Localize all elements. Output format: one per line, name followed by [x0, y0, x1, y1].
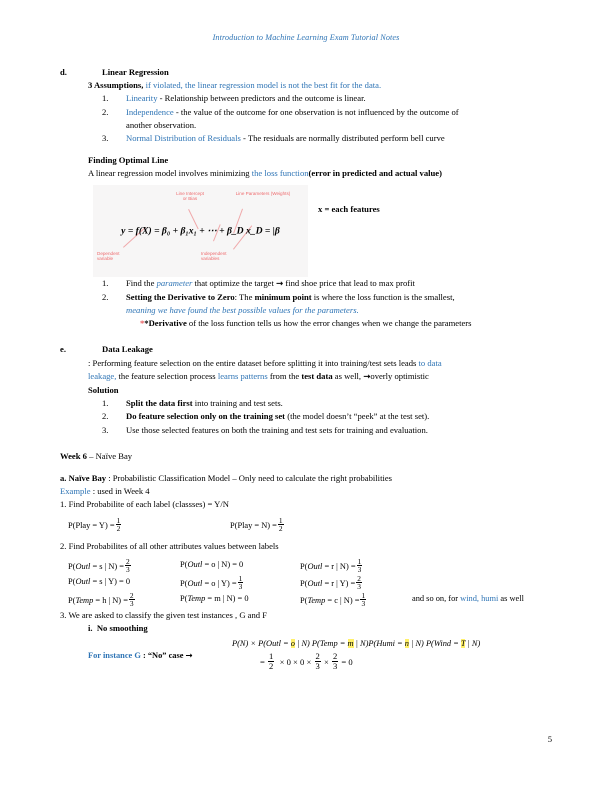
lead-post: (error in predicted and actual value)	[308, 168, 442, 179]
naive-bay-line	[60, 472, 552, 485]
item-term: Independence	[126, 106, 174, 117]
data-leakage-lead-2	[60, 370, 552, 384]
assumptions-note: if violated, the linear regression model is not the best fit for the data.	[145, 80, 382, 91]
leak-lead-1-blue: to data	[418, 357, 442, 368]
document-body	[60, 66, 552, 677]
right-arrow-icon: →	[363, 371, 371, 382]
item-term: Normal Distribution of Residuals	[126, 133, 241, 144]
highlight-wind: T	[460, 639, 466, 649]
highlight-temp: m	[347, 639, 354, 649]
prob-row	[60, 575, 552, 592]
play-probability-row	[60, 517, 552, 535]
step-italic-note: meaning we have found the best possible values for the parameters.	[126, 305, 359, 316]
prob-cell: P(Temp = m | N) = 0	[180, 593, 249, 603]
item-text: (the model doesn’t “peek” at the test set).	[285, 411, 430, 422]
solution-list	[60, 397, 552, 437]
figure-canvas	[93, 185, 308, 277]
prob-cell: P(Temp = c | N) = $\frac{1}{3}$	[300, 590, 366, 609]
prob-cell: P(Outl = o | N) = 0	[180, 559, 244, 569]
fraction: $\frac{1}{2}$	[269, 651, 274, 672]
fraction: $\frac{2}{3}$	[332, 651, 338, 672]
item-text: into training and test sets.	[192, 398, 283, 409]
week6-title: – Naïve Bay	[86, 450, 133, 461]
figure-equation: y = f(X) = β₀ + β₁x₁ + ⋯ + β_D x_D = |β	[121, 225, 280, 237]
naive-bay-label: a. Naïve Bay	[60, 473, 107, 484]
right-arrow-icon: →	[185, 650, 193, 661]
prob-cell: P(Outl = s | N) = $\frac{2}{3}$	[68, 556, 130, 575]
calc-expression: P(N) × P(Outl = o | N) P(Temp = m | N)P(Humi = n | N) P(Wind = T | N)	[232, 639, 481, 649]
leak-lead-2c: as well,	[332, 370, 364, 381]
calc-result-line: = $\frac{1}{2}$ × 0 × 0 × $\frac{2}{3}$ × $\frac{2}{3}$ = 0	[260, 651, 353, 672]
label-line-intercept: Line Intercept or Bias	[176, 190, 204, 202]
roman-item-i	[60, 622, 552, 635]
calc-lead: For instance G : “No” case →	[88, 650, 193, 661]
prob-cell: P(Outl = o | Y) = $\frac{1}{3}$	[180, 573, 243, 592]
item-number: 1.	[102, 398, 109, 409]
fraction: $\frac{1}{3}$	[361, 590, 366, 609]
step-bold-lead: Setting the Derivative to Zero	[126, 291, 235, 302]
derivative-star: **Derivative	[140, 318, 187, 329]
item-text: Use those selected features on both the training and test sets for training and evaluation.	[126, 424, 428, 435]
fraction: $\frac{2}{3}$	[315, 651, 320, 672]
step-parameter: parameter	[156, 277, 193, 288]
assumptions-list	[60, 92, 552, 145]
leak-test-data: test data	[301, 370, 333, 381]
item-number: 3.	[102, 133, 109, 144]
step-bold-minimum: minimum point	[254, 291, 312, 302]
fraction: $\frac{1}{3}$	[238, 573, 243, 592]
data-leakage-lead	[60, 357, 552, 370]
leak-lead-2d: overly optimistic	[370, 370, 429, 381]
section-e-heading	[60, 343, 552, 356]
item-number: 1.	[102, 277, 109, 288]
step-mid: : The	[234, 291, 255, 302]
lead-pre: A linear regression model involves minimizing	[88, 168, 252, 179]
derivative-note-text: of the loss function tells us how the error changes when we change the parameters	[186, 318, 472, 329]
fraction: $\frac{2}{3}$	[129, 590, 134, 609]
list-item	[102, 106, 552, 132]
example-label: Example	[60, 486, 91, 497]
step-tail: find shoe price that lead to max profit	[283, 277, 415, 288]
label-dependent-variable: Dependent variable	[97, 250, 120, 262]
item-number: 3.	[102, 424, 109, 435]
fraction: $\frac{1}{2}$	[278, 515, 283, 534]
list-item	[102, 92, 552, 105]
fraction: $\frac{2}{3}$	[126, 556, 130, 575]
roman-marker: i.	[88, 623, 93, 634]
item-number: 2.	[102, 291, 109, 302]
lead-loss-function: the loss function	[251, 168, 309, 179]
running-header: Introduction to Machine Learning Exam Tutorial Notes	[212, 33, 400, 42]
step-post: that optimize the target	[192, 277, 276, 288]
prob-row	[60, 592, 552, 609]
list-item	[102, 424, 552, 437]
item-text: - The residuals are normally distributed perform bell curve	[240, 133, 445, 144]
play-prob-yes: P(Play = Y) = $\frac{1}{2}$	[68, 515, 121, 534]
and-so-on-note: and so on, for wind, humi as well	[412, 593, 524, 603]
section-d-heading	[60, 66, 552, 79]
fraction: $\frac{1}{2}$	[116, 515, 121, 534]
right-arrow-icon: →	[275, 278, 284, 289]
step-post: is where the loss function is the smallest,	[311, 291, 455, 302]
item-text: - the value of the outcome for one observation is not influenced by the outcome of	[173, 106, 459, 117]
step-pre: Find the	[126, 277, 157, 288]
wind-humi-terms: wind, humi	[460, 593, 499, 603]
highlight-outl: o	[290, 639, 295, 649]
prob-cell: P(Outl = s | Y) = 0	[68, 576, 131, 586]
item-bold: Do feature selection only on the training set	[126, 411, 286, 422]
list-item	[102, 277, 552, 291]
item-term: Linearity	[126, 93, 158, 104]
week6-heading	[60, 450, 552, 463]
prob-cell: P(Outl = r | Y) = $\frac{2}{3}$	[300, 573, 361, 592]
play-prob-no: P(Play = N) = $\frac{1}{2}$	[230, 515, 283, 534]
prob-cell: P(Outl = r | N) = $\frac{1}{3}$	[300, 556, 362, 575]
regression-formula-figure	[60, 185, 552, 277]
item-number: 2.	[102, 411, 109, 422]
list-item	[102, 410, 552, 423]
prob-row	[60, 558, 552, 575]
week6-step-3: 3. We are asked to classify the given test instances , G and F	[60, 609, 268, 620]
item-number: 2.	[102, 106, 109, 117]
example-text: : used in Week 4	[90, 486, 150, 497]
section-e-marker: e.	[60, 344, 66, 355]
section-d-marker: d.	[60, 67, 67, 77]
derivative-note	[126, 317, 552, 330]
solution-label: Solution	[88, 385, 119, 396]
naive-bay-text: : Probabilistic Classification Model – Only need to calculate the right probabilities	[106, 473, 392, 484]
fraction: $\frac{1}{3}$	[357, 556, 362, 575]
finding-optimal-line-heading: Finding Optimal Line	[88, 155, 169, 166]
assumptions-label: 3 Assumptions,	[88, 80, 144, 91]
highlight-humi: n	[404, 639, 409, 649]
week6-step-2: 2. Find Probabilites of all other attributes values between labels	[60, 540, 279, 551]
label-independent-variables: Independent variables	[201, 250, 227, 262]
leak-lead-2a: the feature selection process	[116, 370, 218, 381]
item-number: 1.	[102, 93, 109, 104]
section-e-title: Data Leakage	[102, 344, 153, 355]
item-text-continued: another observation.	[126, 119, 197, 130]
fraction: $\frac{2}{3}$	[357, 573, 361, 592]
list-item	[102, 397, 552, 410]
leak-lead-2-blue: leakage,	[88, 370, 117, 381]
leak-learns-patterns: learns patterns	[217, 370, 268, 381]
week6-label: Week 6	[60, 450, 87, 461]
item-bold: Split the data first	[126, 398, 193, 409]
leak-lead-1: : Performing feature selection on the entire dataset before splitting it into training/test sets leads	[88, 357, 419, 368]
section-d-title: Linear Regression	[102, 67, 169, 77]
list-item	[102, 291, 552, 331]
figure-side-note: x = each features	[318, 203, 380, 214]
assumptions-line	[60, 79, 552, 92]
prob-cell: P(Temp = h | N) = $\frac{2}{3}$	[68, 590, 134, 609]
optimal-line-lead	[60, 167, 552, 180]
optimal-line-steps	[60, 277, 552, 331]
list-item	[102, 132, 552, 145]
item-text: - Relationship between predictors and the outcome is linear.	[157, 93, 366, 104]
roman-label: No smoothing	[96, 623, 148, 634]
week6-step-1: 1. Find Probabilite of each label (classses) = Y/N	[60, 499, 229, 510]
leak-lead-2b: from the	[267, 370, 302, 381]
naive-bayes-calculation	[60, 637, 552, 677]
label-line-parameters: Line Parameters (Weights)	[235, 190, 291, 196]
example-line	[60, 485, 552, 498]
page-number: 5	[547, 734, 552, 744]
